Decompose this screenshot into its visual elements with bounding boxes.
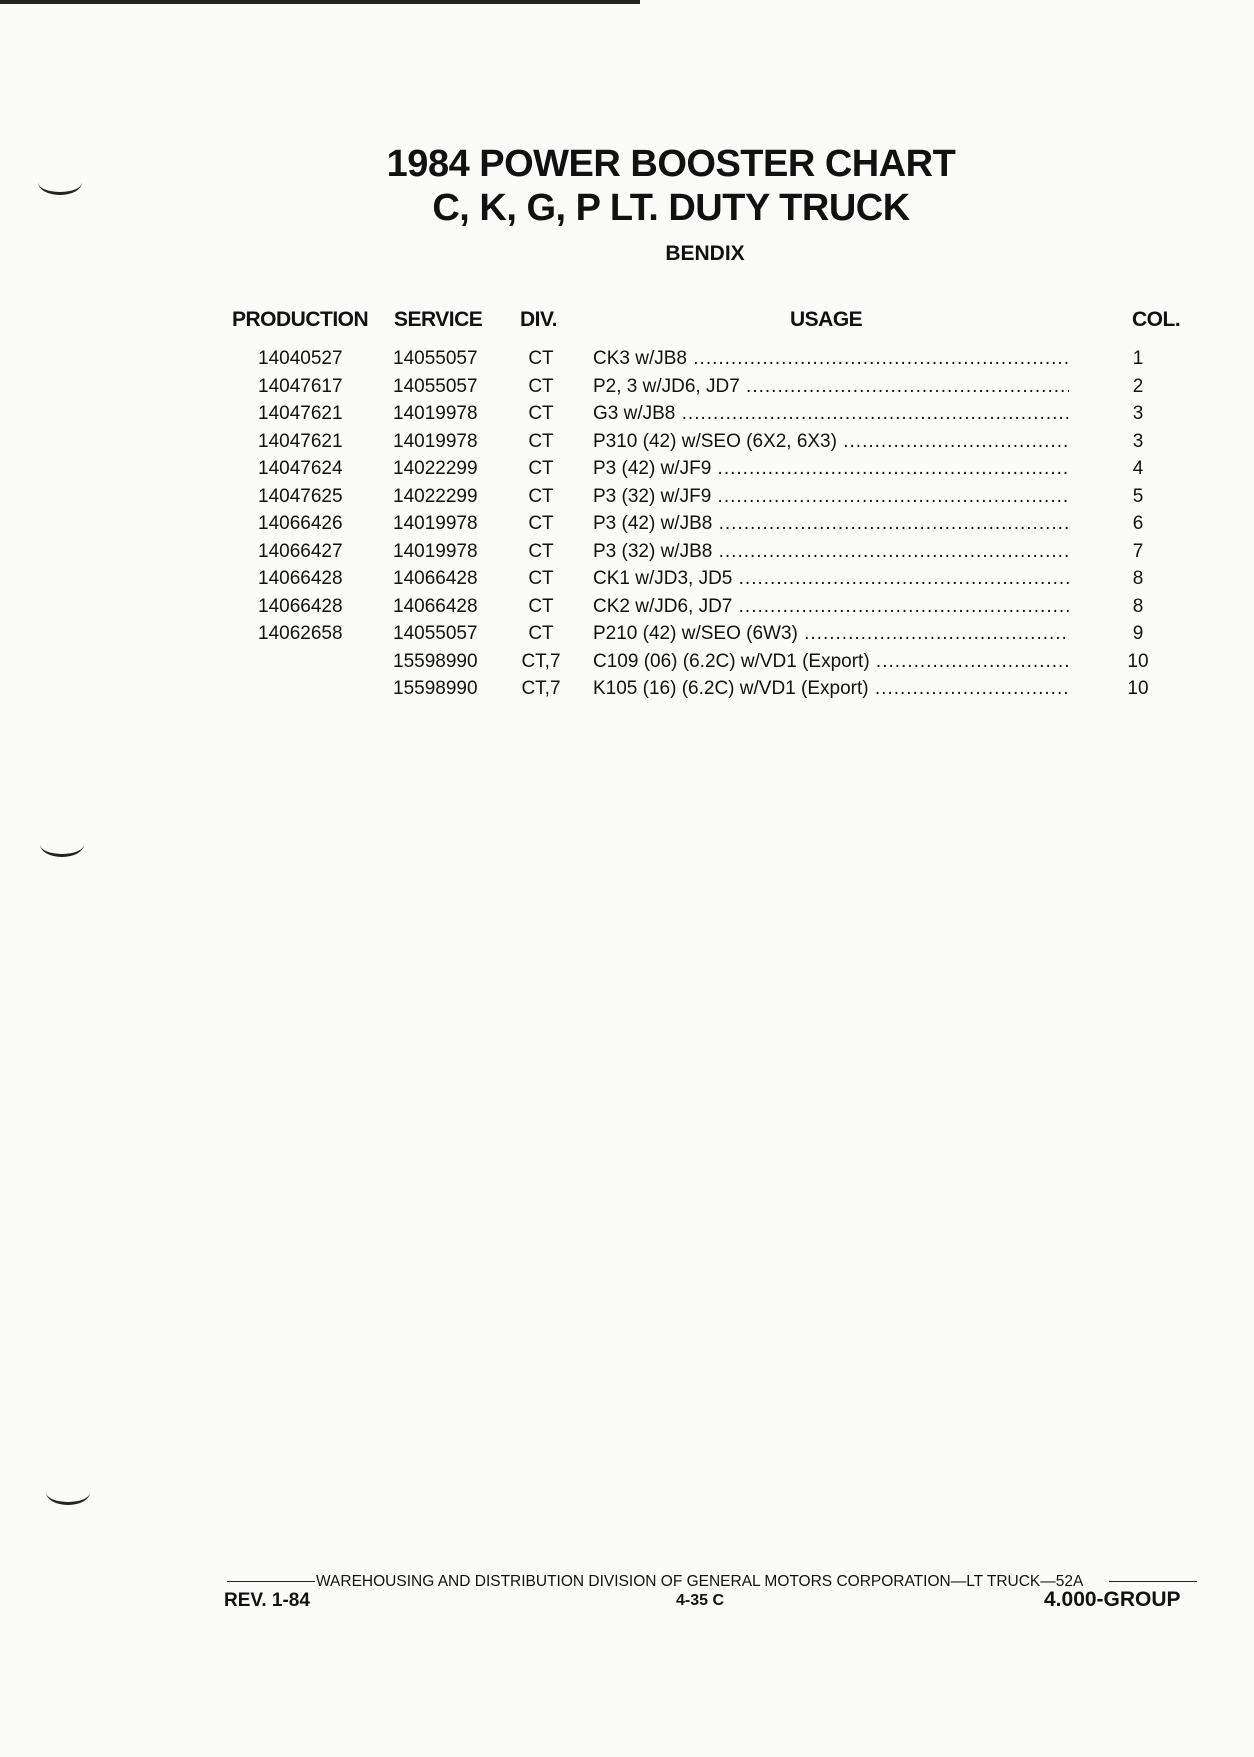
cell-production: 14047617 [258,375,343,397]
cell-div: CT,7 [521,650,561,672]
cell-usage: CK3 w/JB8 ..... [593,348,1069,370]
header-service: SERVICE [394,308,483,331]
cell-usage: P310 (42) w/SEO (6X2, 6X3) ..... [593,431,1069,453]
cell-service: 14019978 [393,430,478,452]
cell-col: 8 [1132,595,1144,617]
cell-production: 14047621 [258,403,343,424]
cell-production: 14062658 [258,623,343,644]
cell-service: 14019978 [393,513,478,534]
header-usage: USAGE [790,308,863,331]
cell-col: 4 [1132,458,1144,479]
cell-usage: P3 (42) w/JF9 ..... [593,458,1069,480]
cell-service: 14055057 [393,348,478,369]
cell-div: CT [528,348,554,369]
chart-title: 1984 POWER BOOSTER CHART [386,143,956,185]
table-row [0,596,1254,624]
manufacturer-label: BENDIX [665,242,745,265]
booster-table [0,348,1254,706]
cell-col: 2 [1132,375,1144,397]
cell-service: 14019978 [393,403,478,424]
cell-div: CT,7 [521,678,561,699]
cell-col: 6 [1132,513,1144,534]
table-row [0,678,1254,706]
cell-usage: K105 (16) (6.2C) w/VD1 (Export) ..... [593,678,1069,700]
table-row [0,431,1254,459]
group-label: 4.000-GROUP [1044,1588,1181,1611]
cell-service: 14022299 [393,485,478,507]
footer-publisher: WAREHOUSING AND DISTRIBUTION DIVISION OF GENERAL MOTORS CORPORATION—LT TRUCK—52A [316,1573,1084,1590]
cell-usage: P3 (32) w/JF9 ..... [593,486,1069,508]
cell-usage: P3 (42) w/JB8 ..... [593,513,1069,535]
cell-div: CT [528,513,554,534]
cell-usage: P210 (42) w/SEO (6W3) ..... [593,623,1069,645]
cell-div: CT [528,540,554,562]
cell-usage: G3 w/JB8 ..... [593,403,1069,425]
cell-production: 14066426 [258,513,343,534]
cell-production: 14040527 [258,348,343,369]
cell-production: 14047624 [258,458,343,479]
cell-usage: CK1 w/JD3, JD5 ..... [593,568,1069,590]
cell-usage: C109 (06) (6.2C) w/VD1 (Export) ..... [593,651,1069,673]
table-row [0,623,1254,651]
cell-div: CT [528,595,554,617]
footer-rule-right [1109,1581,1197,1582]
cell-div: CT [528,375,554,397]
cell-div: CT [528,623,554,644]
cell-service: 14066428 [393,595,478,617]
header-col: COL. [1132,308,1181,331]
cell-service: 14019978 [393,540,478,562]
revision-label: REV. 1-84 [224,1590,310,1611]
cell-col: 5 [1132,485,1144,507]
punch-hole-mark [40,832,84,857]
cell-production: 14066428 [258,568,343,589]
table-row [0,403,1254,431]
cell-service: 14055057 [393,623,478,644]
table-row [0,513,1254,541]
cell-production: 14066428 [258,595,343,617]
cell-col: 10 [1127,678,1149,699]
table-row [0,541,1254,569]
cell-service: 15598990 [393,650,478,672]
cell-div: CT [528,458,554,479]
cell-service: 14022299 [393,458,478,479]
page-number: 4-35 C [676,1592,725,1609]
cell-production: 14047625 [258,485,343,507]
cell-production: 14047621 [258,430,343,452]
footer-rule-left [227,1581,315,1582]
table-row [0,651,1254,679]
table-row [0,458,1254,486]
cell-div: CT [528,568,554,589]
cell-col: 3 [1132,403,1144,424]
table-row [0,486,1254,514]
cell-col: 1 [1132,348,1144,369]
header-production: PRODUCTION [232,308,369,331]
cell-div: CT [528,403,554,424]
table-row [0,348,1254,376]
cell-usage: CK2 w/JD6, JD7 ..... [593,596,1069,618]
table-row [0,568,1254,596]
cell-service: 15598990 [393,678,478,699]
cell-div: CT [528,430,554,452]
cell-col: 9 [1132,623,1144,644]
cell-usage: P2, 3 w/JD6, JD7 ..... [593,376,1069,398]
cell-col: 7 [1132,540,1144,562]
cell-usage: P3 (32) w/JB8 ..... [593,541,1069,563]
cell-col: 10 [1127,650,1149,672]
header-div: DIV. [520,308,557,331]
cell-production: 14066427 [258,540,343,562]
cell-service: 14066428 [393,568,478,589]
cell-service: 14055057 [393,375,478,397]
punch-hole-mark [46,1480,90,1505]
table-row [0,376,1254,404]
top-rule [0,0,640,4]
cell-div: CT [528,485,554,507]
chart-subtitle: C, K, G, P LT. DUTY TRUCK [432,187,910,229]
cell-col: 3 [1132,430,1144,452]
cell-col: 8 [1132,568,1144,589]
